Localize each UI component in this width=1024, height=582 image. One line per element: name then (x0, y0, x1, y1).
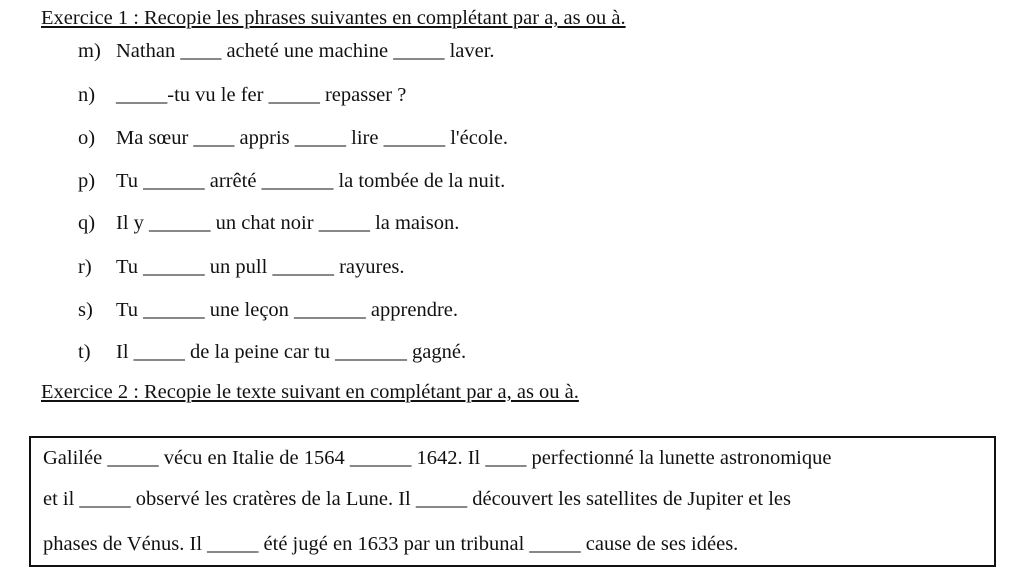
item-sentence: Tu ______ arrêté _______ la tombée de la nuit. (116, 170, 506, 192)
item-letter: p) (78, 170, 96, 192)
item-letter: r) (78, 256, 92, 278)
item-sentence: Tu ______ une leçon _______ apprendre. (116, 299, 458, 321)
item-letter: q) (78, 212, 96, 234)
exercise-item-q (78, 211, 459, 235)
item-letter: s) (78, 299, 93, 321)
item-letter: t) (78, 341, 91, 363)
exercise-item-t (78, 340, 466, 364)
item-sentence: Il y ______ un chat noir _____ la maison. (116, 212, 460, 234)
text-line: Galilée _____ vécu en Italie de 1564 ______ 1642. Il ____ perfectionné la lunette astronomique (43, 447, 832, 469)
item-letter: o) (78, 127, 96, 149)
item-sentence: Nathan ____ acheté une machine _____ laver. (116, 40, 495, 62)
exercise-2-text-box (29, 436, 996, 567)
item-sentence: _____-tu vu le fer _____ repasser ? (116, 84, 407, 106)
exercise-1-title: Exercice 1 : Recopie les phrases suivantes en complétant par a, as ou à. (41, 7, 626, 29)
exercise-item-p (78, 169, 505, 193)
exercise-item-n (78, 83, 406, 107)
exercise-item-m (78, 39, 495, 63)
exercise-item-s (78, 298, 458, 322)
item-sentence: Tu ______ un pull ______ rayures. (116, 256, 405, 278)
item-letter: m) (78, 40, 101, 62)
item-letter: n) (78, 84, 96, 106)
exercise-item-o (78, 126, 508, 150)
exercise-2-title: Exercice 2 : Recopie le texte suivant en complétant par a, as ou à. (41, 381, 579, 403)
item-sentence: Il _____ de la peine car tu _______ gagné. (116, 341, 467, 363)
text-line: phases de Vénus. Il _____ été jugé en 1633 par un tribunal _____ cause de ses idées. (43, 533, 739, 555)
exercise-item-r (78, 255, 405, 279)
text-line: et il _____ observé les cratères de la Lune. Il _____ découvert les satellites de Jupiter et les (43, 488, 791, 510)
item-sentence: Ma sœur ____ appris _____ lire ______ l'école. (116, 127, 508, 149)
